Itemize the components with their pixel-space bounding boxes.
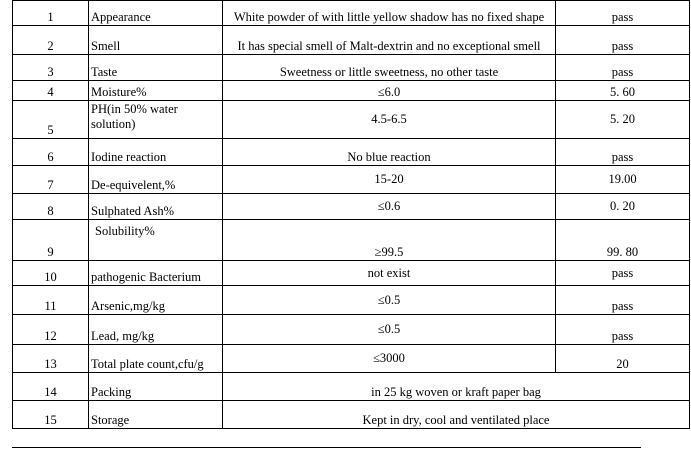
standard-value: ≥99.5 — [223, 220, 556, 261]
table-row — [13, 286, 690, 315]
test-result: pass — [556, 26, 690, 55]
table-row — [13, 166, 690, 194]
row-number: 2 — [13, 26, 89, 55]
standard-value: Kept in dry, cool and ventilated place — [223, 401, 690, 429]
row-number: 1 — [13, 1, 89, 26]
test-result: 20 — [556, 345, 690, 373]
test-item: Iodine reaction — [89, 139, 223, 166]
test-result: pass — [556, 261, 690, 286]
test-item: Lead, mg/kg — [89, 315, 223, 345]
table-row — [13, 55, 690, 81]
row-number: 10 — [13, 261, 89, 286]
test-result: 5. 60 — [556, 81, 690, 101]
row-number: 5 — [13, 101, 89, 139]
test-item: PH(in 50% water solution) — [89, 101, 223, 139]
table-row — [13, 26, 690, 55]
row-number: 15 — [13, 401, 89, 429]
row-number: 4 — [13, 81, 89, 101]
test-result: pass — [556, 315, 690, 345]
row-number: 9 — [13, 220, 89, 261]
row-number: 7 — [13, 166, 89, 194]
row-number: 11 — [13, 286, 89, 315]
page-edge — [0, 443, 691, 449]
test-item: Moisture% — [89, 81, 223, 101]
test-item: Taste — [89, 55, 223, 81]
test-result: pass — [556, 286, 690, 315]
row-number: 8 — [13, 194, 89, 220]
test-item: Storage — [89, 401, 223, 429]
standard-value: ≤0.6 — [223, 194, 556, 220]
table-row — [13, 401, 690, 429]
test-item: Sulphated Ash% — [89, 194, 223, 220]
test-result: 19.00 — [556, 166, 690, 194]
table-row — [13, 139, 690, 166]
test-item: Solubility% — [89, 220, 223, 261]
standard-value: It has special smell of Malt-dextrin and no exceptional smell — [223, 26, 556, 55]
standard-value: ≤0.5 — [223, 315, 556, 345]
test-item: Packing — [89, 373, 223, 401]
row-number: 12 — [13, 315, 89, 345]
test-result: pass — [556, 55, 690, 81]
test-item: Arsenic,mg/kg — [89, 286, 223, 315]
test-item: pathogenic Bacterium — [89, 261, 223, 286]
test-item: Appearance — [89, 1, 223, 26]
test-result: 99. 80 — [556, 220, 690, 261]
standard-value: ≤6.0 — [223, 81, 556, 101]
table-row — [13, 373, 690, 401]
test-item: Smell — [89, 26, 223, 55]
table-row — [13, 261, 690, 286]
table-row — [13, 220, 690, 261]
table-row — [13, 81, 690, 101]
specification-table — [12, 0, 690, 429]
table-row — [13, 1, 690, 26]
bottom-border-line — [12, 447, 641, 448]
table-row — [13, 345, 690, 373]
standard-value: ≤0.5 — [223, 286, 556, 315]
test-result: 5. 20 — [556, 101, 690, 139]
test-item: Total plate count,cfu/g — [89, 345, 223, 373]
standard-value: 4.5-6.5 — [223, 101, 556, 139]
standard-value: 15-20 — [223, 166, 556, 194]
standard-value: White powder of with little yellow shadow has no fixed shape — [223, 1, 556, 26]
test-item: De-equivelent,% — [89, 166, 223, 194]
standard-value: Sweetness or little sweetness, no other taste — [223, 55, 556, 81]
row-number: 13 — [13, 345, 89, 373]
row-number: 3 — [13, 55, 89, 81]
test-result: pass — [556, 139, 690, 166]
standard-value: No blue reaction — [223, 139, 556, 166]
standard-value: not exist — [223, 261, 556, 286]
standard-value: ≤3000 — [223, 345, 556, 373]
row-number: 6 — [13, 139, 89, 166]
table-row — [13, 101, 690, 139]
table-row — [13, 315, 690, 345]
row-number: 14 — [13, 373, 89, 401]
test-result: 0. 20 — [556, 194, 690, 220]
test-result: pass — [556, 1, 690, 26]
table-row — [13, 194, 690, 220]
standard-value: in 25 kg woven or kraft paper bag — [223, 373, 690, 401]
